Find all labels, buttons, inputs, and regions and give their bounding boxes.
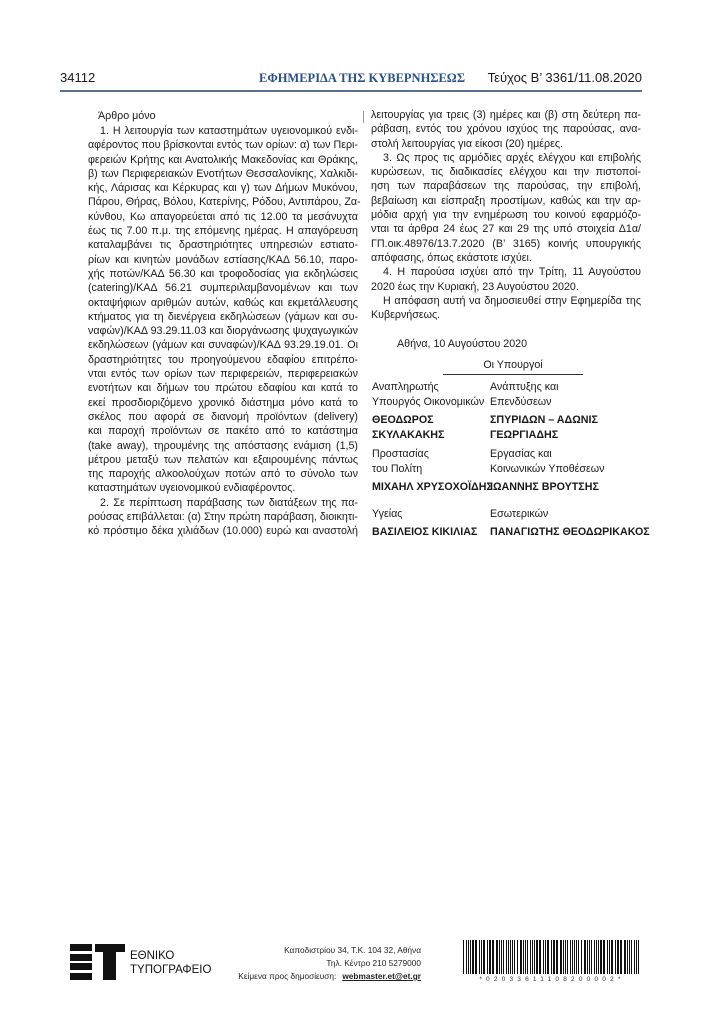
- barcode-bar: [596, 940, 597, 974]
- barcode-bar: [545, 940, 546, 974]
- text-line: κό πρόστιμο δέκα χιλιάδων (10.000) ευρώ και αναστολή: [88, 525, 358, 538]
- text-line: βεβαίωση και είσπραξη προστίμων, καθώς και την αρ-: [371, 194, 641, 207]
- signatory: [372, 507, 477, 540]
- barcode-bar: [574, 940, 575, 974]
- text-line: κυρώσεων, τις διαδικασίες ελέγχου και την πιστοποί-: [371, 166, 641, 179]
- minister-role: Αναπληρωτής: [372, 381, 439, 393]
- minister-role: Προστασίας: [372, 448, 429, 460]
- issue-number: Τεύχος Β’ 3361/11.08.2020: [487, 70, 642, 85]
- minister-role: Κοινωνικών Υποθέσεων: [490, 463, 605, 475]
- barcode-bar: [523, 940, 524, 974]
- minister-name: ΣΠΥΡΙΔΩΝ – ΑΔΩΝΙΣ: [490, 414, 598, 426]
- barcode-bar: [551, 940, 552, 974]
- text-line: και παροχή προϊόντων σε πακέτο από το κατάστημα: [88, 425, 358, 438]
- signatory: [490, 447, 604, 495]
- text-line: νται εντός των ορίων των περιφερειών, περιφερειακών: [88, 368, 358, 381]
- barcode-bar: [603, 940, 605, 974]
- text-line: χής ποτών/ΚΑΔ 56.30 και τροφοδοσίας για εκδηλώσεις: [88, 267, 358, 280]
- address: Καποδιστρίου 34, Τ.Κ. 104 32, Αθήνα: [284, 945, 421, 955]
- barcode-bar: [594, 940, 595, 974]
- barcode-bar: [512, 940, 513, 974]
- text-line: στολή λειτουργίας για είκοσι (20) ημέρες.: [371, 137, 564, 150]
- minister-role: του Πολίτη: [372, 463, 423, 475]
- barcode-bar: [587, 940, 588, 974]
- barcode-bar: [466, 940, 467, 974]
- paragraph: [88, 124, 361, 496]
- text-line: κής, Λάρισας και Κέρκυρας και γ) των Δήμων Μυκόνου,: [88, 182, 358, 195]
- text-line: Η απόφαση αυτή να δημοσιευθεί στην Εφημερίδα της: [383, 294, 641, 307]
- minister-role: Εργασίας και: [490, 448, 552, 460]
- barcode-bar: [472, 940, 474, 974]
- barcode-bar: [499, 940, 500, 974]
- barcode-bar: [627, 940, 628, 974]
- text-line: Κυβερνήσεως.: [371, 309, 441, 322]
- barcode-bar: [598, 940, 599, 974]
- barcode-bar: [517, 940, 518, 974]
- phone: Τηλ. Κέντρο 210 5279000: [326, 958, 421, 968]
- barcode-bar: [492, 940, 494, 974]
- text-line: αφέροντος που βρίσκονται εντός των ορίων: α) των Περι-: [88, 139, 358, 152]
- text-line: οκταψήφιων αριθμών αυτών, καθώς και εκμετάλλευσης: [88, 296, 358, 309]
- paragraph: [88, 496, 358, 539]
- barcode-bar: [591, 940, 592, 974]
- text-line: της παροχής αλκοολούχων ποτών από το σύνολο των: [88, 468, 358, 481]
- left-column: [88, 108, 361, 539]
- barcode-text: *02033611108200002*: [479, 976, 625, 983]
- text-line: (take away), τηρουμένης της απόστασης ενάμιση (1,5): [88, 439, 358, 452]
- barcode-bar: [501, 940, 502, 974]
- text-line: ρίων και κινητών μονάδων εστίασης/ΚΑΔ 56.10, παρο-: [88, 253, 358, 266]
- text-line: κύνθου, Κω απαγορεύεται από τις 12.00 τα μεσάνυχτα: [88, 210, 358, 223]
- barcode-bar: [483, 940, 485, 974]
- paragraph: [371, 151, 641, 265]
- text-line: (catering)/ΚΑΔ 56.21 συμπεριλαμβανομένων και των: [88, 282, 358, 295]
- paragraph: [371, 108, 641, 151]
- paragraph: [371, 294, 641, 323]
- barcode-bar: [565, 940, 566, 974]
- logo-line-2: ΤΥΠΟΓΡΑΦΕΙΟ: [130, 964, 212, 976]
- text-line: ναφών)/ΚΑΔ 93.29.11.03 και διοργάνωσης ψυχαγωγικών: [88, 325, 358, 338]
- barcode-bar: [503, 940, 504, 974]
- text-line: Πάρου, Θήρας, Βόλου, Κατερίνης, Ρόδου, Αντιπάρου, Ζα-: [88, 196, 361, 209]
- signatory: [490, 380, 598, 443]
- barcode-bar: [607, 940, 608, 974]
- barcode-bar: [589, 940, 590, 974]
- text-line: ράβαση, εντός του χρόνου ισχύος της παρούσας, ανα-: [371, 123, 641, 136]
- email-link[interactable]: webmaster.et@et.gr: [342, 971, 421, 981]
- footer-address: [238, 944, 421, 983]
- minister-role: Υπουργός Οικονομικών: [372, 396, 485, 408]
- text-line: 2. Σε περίπτωση παράβασης των διατάξεων της πα-: [100, 496, 358, 509]
- minister-role: Υγείας: [372, 508, 403, 520]
- paragraph: [371, 265, 641, 294]
- barcode-bar: [489, 940, 491, 974]
- barcode-bar: [481, 940, 482, 974]
- barcode-bar: [506, 940, 507, 974]
- minister-name: ΒΑΣΙΛΕΙΟΣ ΚΙΚΙΛΙΑΣ: [372, 526, 478, 538]
- text-line: λειτουργίας για τρεις (3) ημέρες και (β) στη δεύτερη πα-: [371, 109, 641, 121]
- minister-name: ΜΙΧΑΗΛ ΧΡΥΣΟΧΟΪΔΗΣ: [372, 481, 493, 493]
- barcode-bar: [508, 940, 509, 974]
- text-line: σκέλος που αφορά σε διανομή προϊόντων (delivery): [88, 410, 358, 423]
- barcode-bar: [487, 940, 488, 974]
- gazette-title: ΕΦΗΜΕΡΙΔΑ ΤΗΣ ΚΥΒΕΡΝΗΣΕΩΣ: [259, 71, 465, 85]
- barcode-bar: [563, 940, 564, 974]
- barcode-bar: [514, 940, 515, 974]
- text-line: έως τις 7.00 π.μ. της επόμενης ημέρας. Η απαγόρευση: [88, 225, 358, 238]
- barcode-bar: [510, 940, 511, 974]
- text-line: εκδηλώσεων (γάμων και συναφών)/ΚΑΔ 93.29.19.01. Οι: [88, 339, 358, 352]
- article-title: Άρθρο μόνο: [98, 110, 156, 122]
- text-line: εκεί προσδιοριζόμενο χρονικό διάστημα μόνο κατά το: [88, 396, 358, 409]
- barcode-bar: [539, 940, 541, 974]
- text-line: ηση των παραβάσεων της παρούσας, την επιβολή,: [371, 180, 641, 193]
- et-logo-icon: [70, 944, 125, 980]
- barcode-bar: [520, 940, 522, 974]
- text-line: 4. Η παρούσα ισχύει από την Τρίτη, 11 Αυγούστου: [383, 266, 641, 279]
- right-column: [371, 108, 641, 322]
- barcode-bar: [578, 940, 579, 974]
- text-line: καταλαμβάνει τις δραστηριότητες υπηρεσιών εστιατο-: [88, 239, 358, 252]
- barcode-bar: [617, 940, 619, 974]
- barcode-bar: [581, 940, 582, 974]
- barcode-bar: [634, 940, 635, 974]
- barcode-bar: [470, 940, 471, 974]
- text-line: μέτρου μεταξύ των πελατών και εξαιρουμένης πάντως: [88, 453, 358, 466]
- column-divider: [363, 111, 364, 123]
- barcode-bar: [525, 940, 526, 974]
- minister-name: ΠΑΝΑΓΙΩΤΗΣ ΘΕΟΔΩΡΙΚΑΚΟΣ: [490, 526, 650, 538]
- national-printing-office-logo: [70, 944, 210, 980]
- barcode-bar: [572, 940, 573, 974]
- barcode-bar: [543, 940, 544, 974]
- barcode-bar: [534, 940, 535, 974]
- minister-name: ΣΚΥΛΑΚΑΚΗΣ: [372, 429, 445, 441]
- barcode-bar: [576, 940, 577, 974]
- barcode-bar: [567, 940, 568, 974]
- barcode-bar: [530, 940, 531, 974]
- minister-role: Ανάπτυξης και: [490, 381, 559, 393]
- text-line: 1. Η λειτουργία των καταστημάτων υγειονομικού ενδι-: [100, 125, 358, 137]
- barcode-bar: [527, 940, 528, 974]
- text-line: δραστηριότητες του προηγούμενου εδαφίου επιτρέπο-: [88, 353, 358, 366]
- signatory: [372, 447, 493, 495]
- minister-name: ΙΩΑΝΝΗΣ ΒΡΟΥΤΣΗΣ: [490, 481, 599, 493]
- barcode-bar: [536, 940, 538, 974]
- barcode-bar: [600, 940, 602, 974]
- text-line: φερειών Κρήτης και Ανατολικής Μακεδονίας και Θράκης,: [88, 153, 358, 166]
- barcode-bar: [547, 940, 549, 974]
- barcode-bar: [615, 940, 616, 974]
- text-line: απόφασης, όπως εκάστοτε ισχύει.: [371, 251, 532, 264]
- barcode-bar: [638, 940, 639, 974]
- barcode-bar: [629, 940, 630, 974]
- date-place: Αθήνα, 10 Αυγούστου 2020: [397, 338, 528, 350]
- barcode-bar: [631, 940, 632, 974]
- barcode-bar: [479, 940, 480, 974]
- barcode-bar: [584, 940, 586, 974]
- text-line: ρούσας επιβάλλεται: (α) Στην πρώτη παράβαση, διοικητι-: [88, 511, 358, 524]
- barcode-bar: [553, 940, 555, 974]
- barcode-bar: [624, 940, 626, 974]
- barcode-bar: [475, 940, 477, 974]
- text-line: ΓΠ.οικ.48976/13.7.2020 (Β’ 3165) κοινής υπουργικής: [371, 237, 641, 250]
- text-line: 2020 έως την Κυριακή, 23 Αυγούστου 2020.: [371, 280, 579, 293]
- barcode-bar: [620, 940, 622, 974]
- text-line: 3. Ως προς τις αρμόδιες αρχές ελέγχου και επιβολής: [383, 151, 641, 164]
- signatory: [490, 507, 650, 540]
- signatory: [372, 380, 484, 443]
- text-line: νται τα άρθρα 24 έως 27 και 29 της υπό στοιχεία Δ1α/: [371, 223, 641, 236]
- header-rule: [60, 90, 642, 92]
- text-line: μόδια αρχή για την ενημέρωση του κοινού εφαρμόζο-: [371, 209, 641, 222]
- submission-label: Κείμενα προς δημοσίευση:: [238, 971, 337, 981]
- barcode-bar: [609, 940, 610, 974]
- text-line: κτήματος για τη διενέργεια εκδηλώσεων (γάμων και συ-: [88, 310, 358, 323]
- minister-name: ΘΕΟΔΩΡΟΣ: [372, 414, 434, 426]
- ministers-label: Οι Υπουργοί: [443, 359, 583, 375]
- logo-line-1: ΕΘΝΙΚΟ: [130, 950, 175, 962]
- barcode-bar: [636, 940, 637, 974]
- barcode-bar: [532, 940, 533, 974]
- text-line: καταστημάτων υγειονομικού ενδιαφέροντος.: [88, 482, 296, 495]
- barcode-bar: [496, 940, 498, 974]
- page-number: 34112: [60, 70, 96, 85]
- minister-role: Επενδύσεων: [490, 396, 552, 408]
- barcode: [463, 940, 641, 974]
- text-line: ενοτήτων και δήμων του πρώτου εδαφίου και κατά το: [88, 382, 358, 395]
- barcode-bar: [556, 940, 558, 974]
- minister-role: Εσωτερικών: [490, 508, 549, 520]
- barcode-bar: [560, 940, 562, 974]
- barcode-bar: [570, 940, 571, 974]
- minister-name: ΓΕΩΡΓΙΑΔΗΣ: [490, 429, 559, 441]
- barcode-bar: [463, 940, 464, 974]
- barcode-bar: [611, 940, 613, 974]
- barcode-bar: [468, 940, 469, 974]
- text-line: β) των Περιφερειακών Ενοτήτων Θεσσαλονίκης, Χαλκιδι-: [88, 167, 358, 180]
